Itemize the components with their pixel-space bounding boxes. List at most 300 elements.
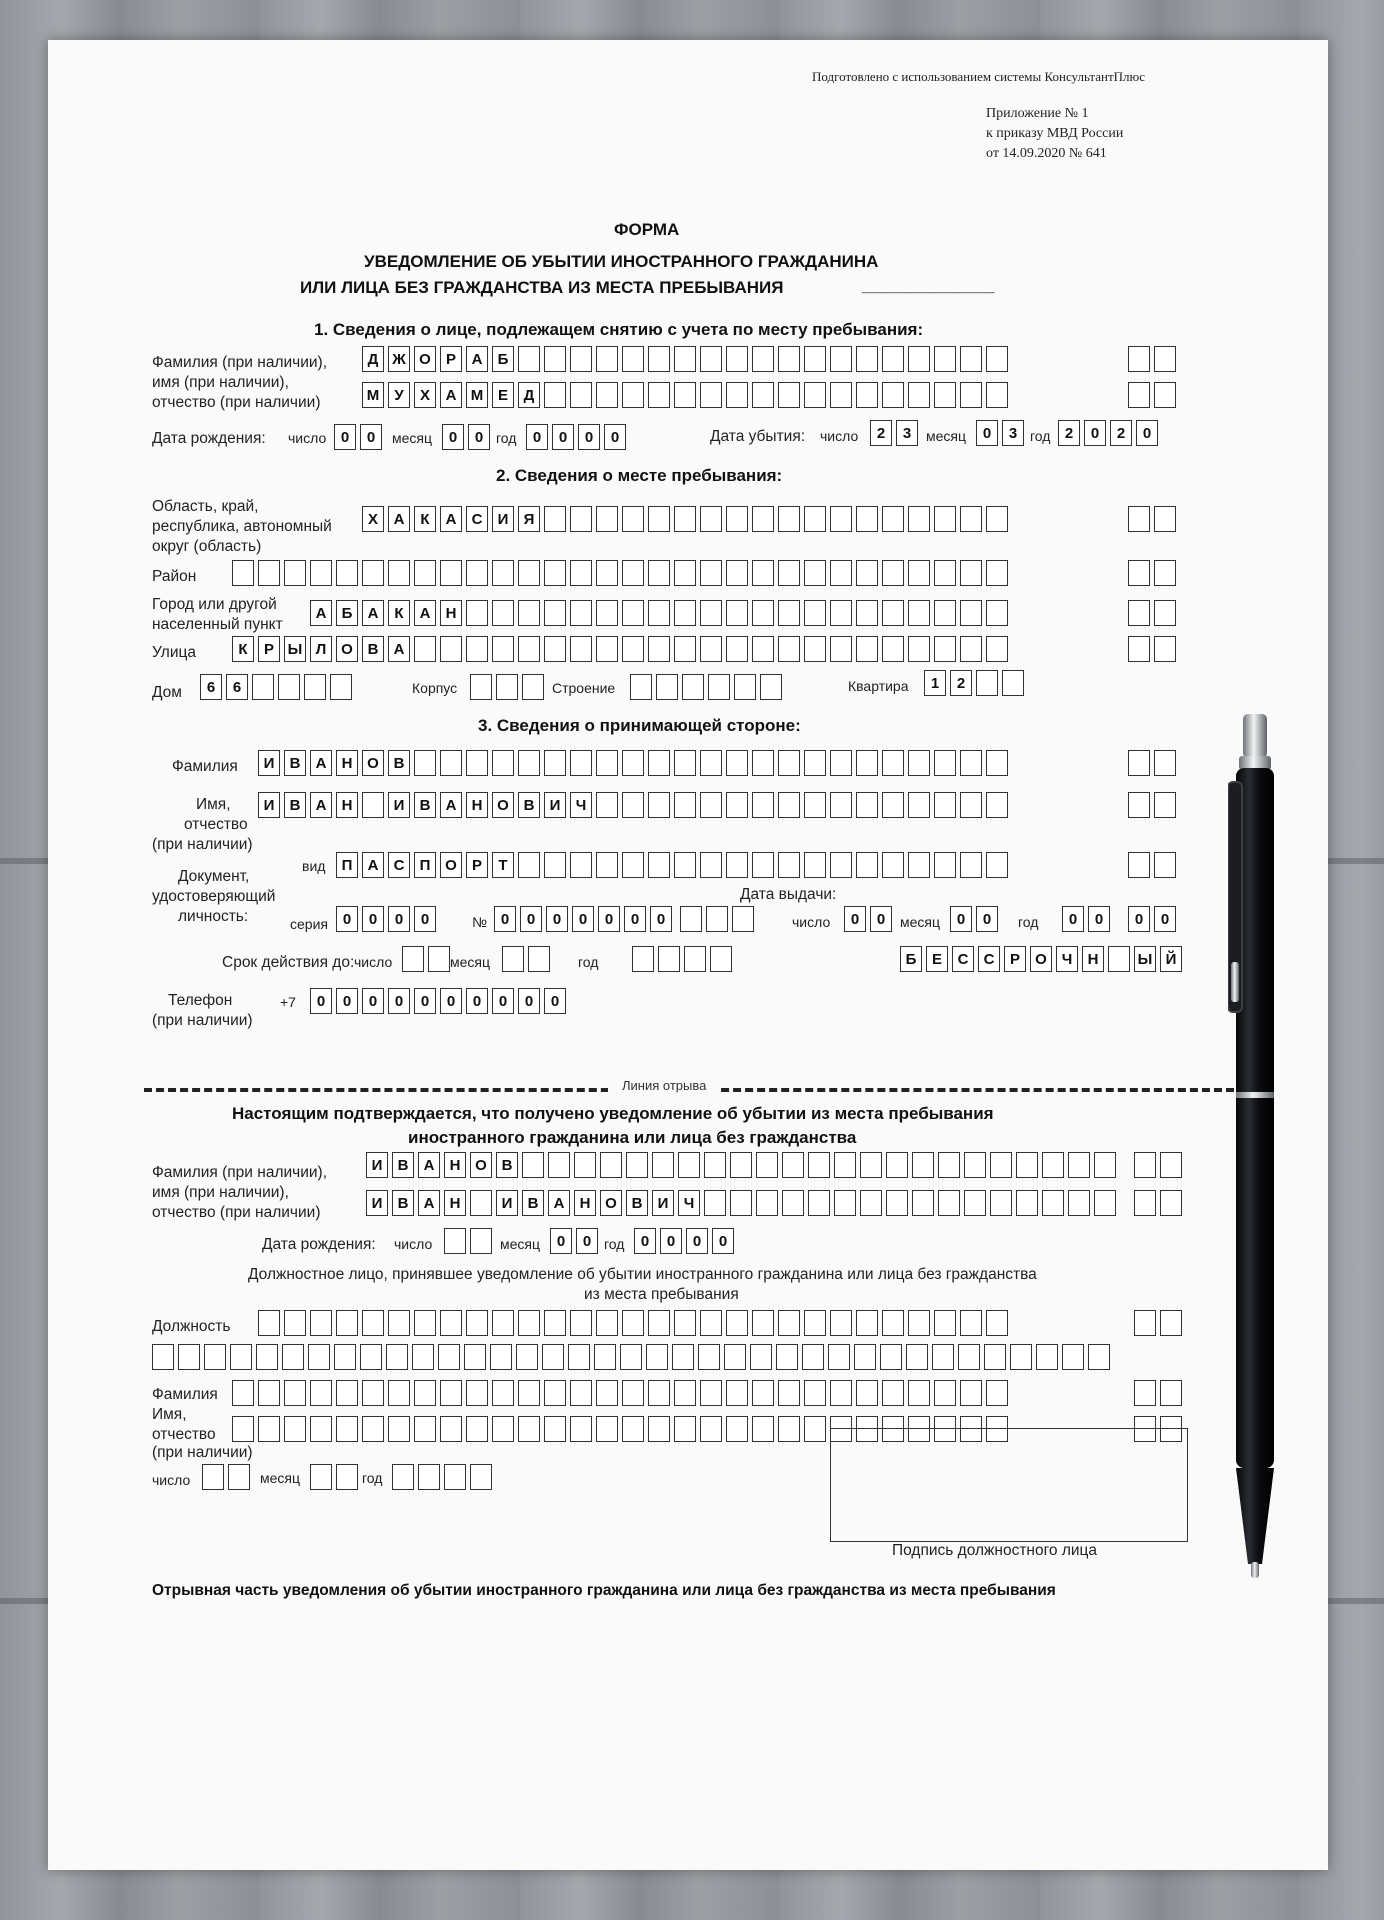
char-cell[interactable] <box>284 1416 306 1442</box>
char-cell[interactable] <box>418 1464 440 1490</box>
char-cell[interactable] <box>804 382 826 408</box>
char-cell[interactable] <box>726 1380 748 1406</box>
char-cell[interactable]: 0 <box>492 988 514 1014</box>
char-cell[interactable] <box>1160 1310 1182 1336</box>
char-cell[interactable] <box>570 750 592 776</box>
char-cell[interactable] <box>496 674 518 700</box>
char-cell[interactable] <box>908 852 930 878</box>
char-cell[interactable] <box>492 750 514 776</box>
char-cell[interactable] <box>752 750 774 776</box>
char-cell[interactable]: 0 <box>712 1228 734 1254</box>
char-cell[interactable]: М <box>362 382 384 408</box>
char-cell[interactable]: Ы <box>284 636 306 662</box>
char-cell[interactable] <box>960 346 982 372</box>
char-cell[interactable] <box>470 1190 492 1216</box>
s3-surname-extra-cells[interactable] <box>1128 750 1180 776</box>
char-cell[interactable] <box>752 792 774 818</box>
char-cell[interactable] <box>674 750 696 776</box>
char-cell[interactable] <box>1094 1152 1116 1178</box>
char-cell[interactable] <box>570 852 592 878</box>
char-cell[interactable] <box>990 1152 1012 1178</box>
char-cell[interactable]: В <box>414 792 436 818</box>
s2-district-extra-cells[interactable] <box>1128 560 1180 586</box>
char-cell[interactable] <box>544 560 566 586</box>
char-cell[interactable] <box>908 750 930 776</box>
s2-city-cells[interactable] <box>310 600 1012 626</box>
char-cell[interactable] <box>518 636 540 662</box>
char-cell[interactable] <box>960 600 982 626</box>
char-cell[interactable] <box>908 382 930 408</box>
char-cell[interactable] <box>804 560 826 586</box>
char-cell[interactable] <box>778 852 800 878</box>
char-cell[interactable]: 0 <box>546 906 568 932</box>
s2-city-extra-cells[interactable] <box>1128 600 1180 626</box>
char-cell[interactable] <box>750 1344 772 1370</box>
char-cell[interactable] <box>1016 1152 1038 1178</box>
char-cell[interactable] <box>856 852 878 878</box>
char-cell[interactable]: О <box>414 346 436 372</box>
char-cell[interactable] <box>704 1190 726 1216</box>
char-cell[interactable] <box>284 1380 306 1406</box>
char-cell[interactable] <box>804 852 826 878</box>
char-cell[interactable] <box>646 1344 668 1370</box>
char-cell[interactable] <box>414 1380 436 1406</box>
char-cell[interactable] <box>570 600 592 626</box>
char-cell[interactable]: И <box>258 750 280 776</box>
char-cell[interactable] <box>632 946 654 972</box>
s3-kind-cells[interactable] <box>336 852 1012 878</box>
char-cell[interactable] <box>440 560 462 586</box>
char-cell[interactable] <box>466 600 488 626</box>
char-cell[interactable] <box>1134 1380 1156 1406</box>
char-cell[interactable] <box>502 946 524 972</box>
char-cell[interactable] <box>880 1344 902 1370</box>
char-cell[interactable] <box>932 1344 954 1370</box>
char-cell[interactable] <box>258 560 280 586</box>
char-cell[interactable] <box>700 1380 722 1406</box>
char-cell[interactable] <box>856 1310 878 1336</box>
char-cell[interactable] <box>986 636 1008 662</box>
tear-dob-month-cells[interactable] <box>550 1228 602 1254</box>
char-cell[interactable] <box>1016 1190 1038 1216</box>
char-cell[interactable]: К <box>388 600 410 626</box>
char-cell[interactable]: И <box>492 506 514 532</box>
char-cell[interactable] <box>336 1416 358 1442</box>
char-cell[interactable] <box>830 506 852 532</box>
char-cell[interactable] <box>470 1228 492 1254</box>
position-extra-cells[interactable] <box>1134 1310 1186 1336</box>
char-cell[interactable]: Д <box>362 346 384 372</box>
s3-number-cells[interactable] <box>494 906 676 932</box>
char-cell[interactable] <box>596 600 618 626</box>
char-cell[interactable]: 0 <box>550 1228 572 1254</box>
char-cell[interactable] <box>726 852 748 878</box>
char-cell[interactable] <box>830 560 852 586</box>
char-cell[interactable] <box>700 346 722 372</box>
s1-dep-month-cells[interactable] <box>976 420 1028 446</box>
char-cell[interactable] <box>804 506 826 532</box>
char-cell[interactable] <box>756 1190 778 1216</box>
char-cell[interactable]: О <box>1030 946 1052 972</box>
char-cell[interactable] <box>886 1190 908 1216</box>
char-cell[interactable] <box>544 852 566 878</box>
char-cell[interactable]: 0 <box>1136 420 1158 446</box>
char-cell[interactable] <box>908 1380 930 1406</box>
char-cell[interactable]: О <box>600 1190 622 1216</box>
sign-month-cells[interactable] <box>310 1464 362 1490</box>
char-cell[interactable] <box>258 1416 280 1442</box>
char-cell[interactable] <box>984 1344 1006 1370</box>
char-cell[interactable] <box>830 1310 852 1336</box>
char-cell[interactable] <box>622 1380 644 1406</box>
char-cell[interactable]: В <box>392 1190 414 1216</box>
char-cell[interactable] <box>830 1380 852 1406</box>
char-cell[interactable] <box>960 792 982 818</box>
char-cell[interactable]: О <box>336 636 358 662</box>
char-cell[interactable] <box>674 792 696 818</box>
char-cell[interactable]: 0 <box>650 906 672 932</box>
char-cell[interactable]: Ж <box>388 346 410 372</box>
char-cell[interactable]: 2 <box>1110 420 1132 446</box>
char-cell[interactable] <box>310 1310 332 1336</box>
char-cell[interactable]: 0 <box>362 906 384 932</box>
char-cell[interactable] <box>1128 382 1150 408</box>
char-cell[interactable]: Б <box>336 600 358 626</box>
char-cell[interactable] <box>492 560 514 586</box>
char-cell[interactable] <box>886 1152 908 1178</box>
char-cell[interactable] <box>310 1464 332 1490</box>
char-cell[interactable] <box>778 506 800 532</box>
char-cell[interactable] <box>256 1344 278 1370</box>
char-cell[interactable]: И <box>544 792 566 818</box>
char-cell[interactable]: И <box>652 1190 674 1216</box>
char-cell[interactable] <box>834 1152 856 1178</box>
char-cell[interactable]: М <box>466 382 488 408</box>
s3-valid-month-cells[interactable] <box>502 946 554 972</box>
char-cell[interactable] <box>724 1344 746 1370</box>
char-cell[interactable] <box>544 1380 566 1406</box>
char-cell[interactable] <box>466 560 488 586</box>
char-cell[interactable] <box>830 792 852 818</box>
char-cell[interactable]: 0 <box>1088 906 1110 932</box>
char-cell[interactable]: Р <box>258 636 280 662</box>
char-cell[interactable] <box>906 1344 928 1370</box>
char-cell[interactable]: В <box>392 1152 414 1178</box>
char-cell[interactable]: А <box>362 600 384 626</box>
char-cell[interactable]: А <box>310 750 332 776</box>
char-cell[interactable]: Н <box>336 792 358 818</box>
char-cell[interactable] <box>414 1416 436 1442</box>
char-cell[interactable]: Б <box>900 946 922 972</box>
char-cell[interactable] <box>414 750 436 776</box>
char-cell[interactable] <box>986 852 1008 878</box>
char-cell[interactable] <box>570 1380 592 1406</box>
char-cell[interactable]: 0 <box>494 906 516 932</box>
signature-box[interactable] <box>830 1428 1188 1542</box>
char-cell[interactable] <box>726 792 748 818</box>
char-cell[interactable] <box>658 946 680 972</box>
tear-firstname-extra-cells[interactable] <box>1134 1190 1186 1216</box>
s1-dob-year-cells[interactable] <box>526 424 630 450</box>
char-cell[interactable] <box>882 1310 904 1336</box>
char-cell[interactable]: Я <box>518 506 540 532</box>
char-cell[interactable] <box>782 1152 804 1178</box>
char-cell[interactable] <box>518 852 540 878</box>
char-cell[interactable]: 0 <box>598 906 620 932</box>
char-cell[interactable] <box>594 1344 616 1370</box>
char-cell[interactable] <box>596 636 618 662</box>
char-cell[interactable]: 3 <box>896 420 918 446</box>
s1-dep-day-cells[interactable] <box>870 420 922 446</box>
char-cell[interactable] <box>544 750 566 776</box>
char-cell[interactable]: А <box>418 1190 440 1216</box>
char-cell[interactable] <box>752 382 774 408</box>
char-cell[interactable]: 0 <box>360 424 382 450</box>
char-cell[interactable] <box>856 792 878 818</box>
char-cell[interactable] <box>622 506 644 532</box>
char-cell[interactable] <box>1068 1152 1090 1178</box>
char-cell[interactable]: А <box>440 382 462 408</box>
char-cell[interactable] <box>726 382 748 408</box>
char-cell[interactable]: 0 <box>950 906 972 932</box>
char-cell[interactable] <box>908 1310 930 1336</box>
char-cell[interactable] <box>908 560 930 586</box>
char-cell[interactable]: И <box>258 792 280 818</box>
char-cell[interactable] <box>568 1344 590 1370</box>
char-cell[interactable]: Д <box>518 382 540 408</box>
char-cell[interactable] <box>522 674 544 700</box>
char-cell[interactable] <box>310 1380 332 1406</box>
char-cell[interactable] <box>1128 636 1150 662</box>
char-cell[interactable]: С <box>952 946 974 972</box>
char-cell[interactable] <box>882 792 904 818</box>
char-cell[interactable] <box>700 1416 722 1442</box>
char-cell[interactable]: Н <box>466 792 488 818</box>
char-cell[interactable] <box>230 1344 252 1370</box>
official-surname-cells[interactable] <box>232 1380 1012 1406</box>
char-cell[interactable] <box>622 636 644 662</box>
char-cell[interactable] <box>986 1310 1008 1336</box>
char-cell[interactable] <box>938 1190 960 1216</box>
char-cell[interactable]: Н <box>1082 946 1104 972</box>
char-cell[interactable] <box>336 1310 358 1336</box>
s2-region-extra-cells[interactable] <box>1128 506 1180 532</box>
char-cell[interactable] <box>412 1344 434 1370</box>
char-cell[interactable] <box>330 674 352 700</box>
char-cell[interactable] <box>1154 346 1176 372</box>
char-cell[interactable] <box>710 946 732 972</box>
s2-street-cells[interactable] <box>232 636 1012 662</box>
char-cell[interactable] <box>934 560 956 586</box>
char-cell[interactable] <box>882 346 904 372</box>
char-cell[interactable] <box>204 1344 226 1370</box>
char-cell[interactable] <box>700 852 722 878</box>
char-cell[interactable] <box>752 1310 774 1336</box>
char-cell[interactable] <box>752 600 774 626</box>
char-cell[interactable] <box>388 1310 410 1336</box>
char-cell[interactable] <box>986 792 1008 818</box>
char-cell[interactable]: И <box>388 792 410 818</box>
char-cell[interactable] <box>1154 600 1176 626</box>
char-cell[interactable] <box>782 1190 804 1216</box>
char-cell[interactable] <box>856 636 878 662</box>
s2-building-cells[interactable] <box>630 674 786 700</box>
char-cell[interactable] <box>882 750 904 776</box>
char-cell[interactable] <box>466 1310 488 1336</box>
char-cell[interactable]: 0 <box>1154 906 1176 932</box>
char-cell[interactable]: 0 <box>844 906 866 932</box>
char-cell[interactable] <box>804 1380 826 1406</box>
char-cell[interactable] <box>1128 346 1150 372</box>
char-cell[interactable] <box>908 506 930 532</box>
char-cell[interactable] <box>804 750 826 776</box>
char-cell[interactable] <box>1154 750 1176 776</box>
char-cell[interactable] <box>362 792 384 818</box>
s3-firstname-extra-cells[interactable] <box>1128 792 1180 818</box>
char-cell[interactable] <box>830 852 852 878</box>
char-cell[interactable]: Х <box>362 506 384 532</box>
char-cell[interactable] <box>986 750 1008 776</box>
char-cell[interactable] <box>202 1464 224 1490</box>
char-cell[interactable]: О <box>470 1152 492 1178</box>
char-cell[interactable] <box>648 750 670 776</box>
sign-day-cells[interactable] <box>202 1464 254 1490</box>
char-cell[interactable] <box>570 1416 592 1442</box>
char-cell[interactable] <box>622 560 644 586</box>
char-cell[interactable] <box>284 1310 306 1336</box>
char-cell[interactable]: 0 <box>660 1228 682 1254</box>
char-cell[interactable]: Х <box>414 382 436 408</box>
char-cell[interactable] <box>986 346 1008 372</box>
char-cell[interactable] <box>258 1380 280 1406</box>
char-cell[interactable]: У <box>388 382 410 408</box>
char-cell[interactable] <box>674 346 696 372</box>
char-cell[interactable] <box>652 1152 674 1178</box>
char-cell[interactable] <box>596 792 618 818</box>
char-cell[interactable] <box>934 346 956 372</box>
s2-region-cells[interactable] <box>362 506 1012 532</box>
char-cell[interactable] <box>648 1416 670 1442</box>
char-cell[interactable] <box>752 506 774 532</box>
char-cell[interactable] <box>778 1310 800 1336</box>
char-cell[interactable]: 0 <box>466 988 488 1014</box>
char-cell[interactable] <box>1160 1190 1182 1216</box>
char-cell[interactable] <box>466 1416 488 1442</box>
char-cell[interactable] <box>232 560 254 586</box>
char-cell[interactable] <box>544 506 566 532</box>
char-cell[interactable] <box>726 560 748 586</box>
char-cell[interactable] <box>336 1464 358 1490</box>
char-cell[interactable] <box>518 1310 540 1336</box>
char-cell[interactable]: А <box>388 506 410 532</box>
char-cell[interactable] <box>986 560 1008 586</box>
char-cell[interactable] <box>830 600 852 626</box>
s2-district-cells[interactable] <box>232 560 1012 586</box>
char-cell[interactable]: А <box>388 636 410 662</box>
char-cell[interactable] <box>570 382 592 408</box>
char-cell[interactable] <box>674 1380 696 1406</box>
char-cell[interactable] <box>732 906 754 932</box>
char-cell[interactable]: О <box>492 792 514 818</box>
char-cell[interactable]: 0 <box>414 988 436 1014</box>
char-cell[interactable] <box>700 750 722 776</box>
char-cell[interactable] <box>1128 560 1150 586</box>
char-cell[interactable] <box>700 382 722 408</box>
char-cell[interactable] <box>808 1152 830 1178</box>
char-cell[interactable] <box>934 382 956 408</box>
char-cell[interactable] <box>648 600 670 626</box>
char-cell[interactable] <box>600 1152 622 1178</box>
s2-house-cells[interactable] <box>200 674 356 700</box>
char-cell[interactable]: С <box>978 946 1000 972</box>
char-cell[interactable] <box>908 636 930 662</box>
char-cell[interactable] <box>960 382 982 408</box>
char-cell[interactable]: Р <box>1004 946 1026 972</box>
char-cell[interactable] <box>752 1416 774 1442</box>
char-cell[interactable] <box>882 506 904 532</box>
char-cell[interactable] <box>1042 1152 1064 1178</box>
char-cell[interactable] <box>1002 670 1024 696</box>
s3-issue-year-cells-1[interactable] <box>1062 906 1114 932</box>
char-cell[interactable] <box>596 346 618 372</box>
char-cell[interactable] <box>310 560 332 586</box>
char-cell[interactable] <box>804 1310 826 1336</box>
s3-firstname-cells[interactable] <box>258 792 1012 818</box>
s2-korpus-cells[interactable] <box>470 674 548 700</box>
char-cell[interactable]: В <box>284 750 306 776</box>
char-cell[interactable] <box>388 560 410 586</box>
char-cell[interactable] <box>778 600 800 626</box>
char-cell[interactable]: И <box>496 1190 518 1216</box>
char-cell[interactable] <box>1062 1344 1084 1370</box>
char-cell[interactable] <box>990 1190 1012 1216</box>
char-cell[interactable]: О <box>440 852 462 878</box>
char-cell[interactable] <box>492 636 514 662</box>
char-cell[interactable] <box>934 750 956 776</box>
char-cell[interactable]: А <box>440 506 462 532</box>
char-cell[interactable] <box>958 1344 980 1370</box>
char-cell[interactable]: И <box>366 1190 388 1216</box>
s3-valid-day-cells[interactable] <box>402 946 454 972</box>
char-cell[interactable] <box>778 792 800 818</box>
char-cell[interactable] <box>444 1228 466 1254</box>
char-cell[interactable] <box>804 792 826 818</box>
char-cell[interactable]: 0 <box>624 906 646 932</box>
char-cell[interactable] <box>414 1310 436 1336</box>
char-cell[interactable] <box>492 1310 514 1336</box>
char-cell[interactable]: 0 <box>552 424 574 450</box>
char-cell[interactable] <box>938 1152 960 1178</box>
char-cell[interactable] <box>778 382 800 408</box>
char-cell[interactable] <box>466 1380 488 1406</box>
char-cell[interactable] <box>438 1344 460 1370</box>
char-cell[interactable] <box>596 1310 618 1336</box>
char-cell[interactable] <box>252 674 274 700</box>
char-cell[interactable] <box>516 1344 538 1370</box>
char-cell[interactable] <box>934 636 956 662</box>
char-cell[interactable] <box>752 636 774 662</box>
char-cell[interactable]: Ч <box>678 1190 700 1216</box>
s1-dob-month-cells[interactable] <box>442 424 494 450</box>
char-cell[interactable] <box>596 382 618 408</box>
char-cell[interactable]: А <box>310 600 332 626</box>
char-cell[interactable]: 0 <box>526 424 548 450</box>
char-cell[interactable] <box>882 1380 904 1406</box>
char-cell[interactable] <box>804 636 826 662</box>
char-cell[interactable] <box>304 674 326 700</box>
s1-surname-cells[interactable] <box>362 346 1012 372</box>
char-cell[interactable] <box>986 1380 1008 1406</box>
